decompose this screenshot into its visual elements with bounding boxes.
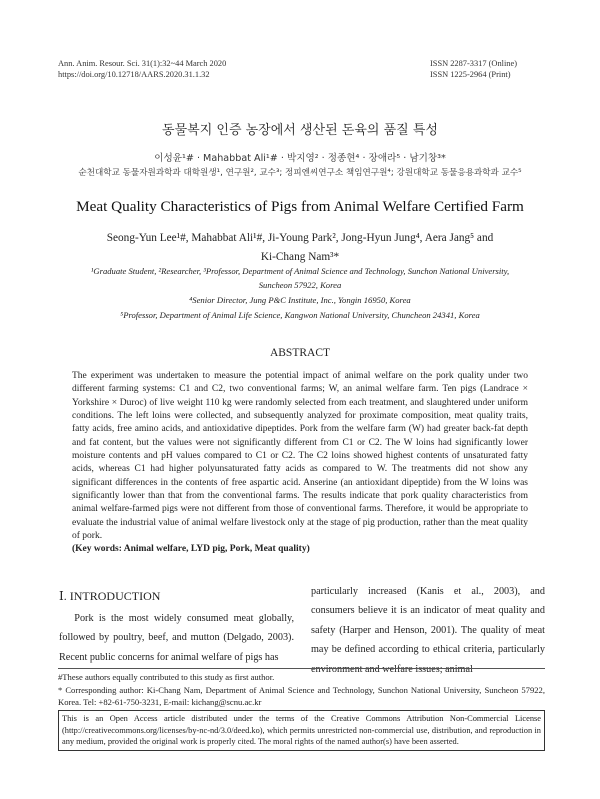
english-authors [60, 229, 540, 267]
section-heading-introduction: Ⅰ. INTRODUCTION [59, 589, 161, 603]
authors-line-2: Ki-Chang Nam³* [260, 251, 340, 263]
journal-citation [58, 59, 226, 80]
intro-right-column: particularly increased (Kanis et al., 2003), and consumers believe it is an indicator of meat quality and safety (Harper and Henson, 2001). The quality of meat may be defined according to ethical criteria, particularly environment and welfare issues; animal [311, 586, 545, 675]
abstract-body [72, 370, 528, 557]
license-box: This is an Open Access article distributed under the terms of the Creative Commons Attribution Non-Commercial License (http://creativecommons.org/licenses/by-nc-nd/3.0/deed.ko), which permits unrestricted non-commercial use, distribution, and reproduction in any medium, provided the original work is properly cited. The moral rights of the named author(s) have been asserted. [58, 710, 545, 751]
keywords: (Key words: Animal welfare, LYD pig, Pork, Meat quality) [72, 544, 310, 555]
korean-authors: 이성윤¹# · Mahabbat Ali¹# · 박지영² · 정종현⁴ · 장애라⁵ · 남기창³* [154, 153, 446, 164]
affiliation-3: ⁵Professor, Department of Animal Life Science, Kangwon National University, Chuncheon 24341, Korea [120, 310, 480, 320]
issn-block [430, 59, 517, 80]
affiliation-1-location: Suncheon 57922, Korea [258, 280, 342, 290]
corresponding-author-note: * Corresponding author: Ki-Chang Nam, Department of Animal Science and Technology, Sunchon National University, Suncheon 57922, Korea. Tel: +82-61-750-3231, E-mail: kichang@scnu.ac.kr [58, 684, 545, 707]
intro-left-column: Pork is the most widely consumed meat globally, followed by poultry, beef, and mutton (Delgado, 2003). Recent public concerns for animal welfare of pigs has [59, 613, 294, 663]
authors-line-1: Seong-Yun Lee¹#, Mahabbat Ali¹#, Ji-Young Park², Jong-Hyun Jung⁴, Aera Jang⁵ and [106, 232, 494, 244]
doi-link[interactable]: https://doi.org/10.12718/AARS.2020.31.1.32 [58, 69, 210, 79]
journal-info: Ann. Anim. Resour. Sci. 31(1):32~44 March 2020 [58, 59, 227, 68]
equal-contribution-note: #These authors equally contributed to this study as first author. [58, 672, 275, 682]
issn-print: ISSN 1225-2964 (Print) [430, 69, 511, 79]
footnotes [58, 671, 545, 709]
korean-title: 동물복지 인증 농장에서 생산된 돈육의 품질 특성 [162, 123, 438, 138]
abstract-text: The experiment was undertaken to measure the potential impact of animal welfare on the pork quality under two different farming systems: C1 and C2, two conventional farms; W, an animal welfare farm. Ten pigs (Landrace × Yorkshire × Duroc) of live weight 110 kg were randomly selected from each treatment, and slaughtered under uniform conditions. The left loins were collected, and subsequently analyzed for proximate composition, meat quality traits, fatty acids, free amino acids, and antioxidative dipeptides. Pork from the welfare farm (W) had greater back-fat depth and fat content, but the values were not significantly different from C1 or C2. The W loins had significantly lower moisture contents and pH values compared to C1 or C2. The C2 loins showed highest contents of unsaturated fatty acids, whereas C1 had higher polyunsaturated fatty acids as compared to W. The treatments did not show any significant differences in the contents of free aspartic acid. Anserine (an antioxidant dipeptide) from the W loins was significantly lower than that from the conventional farms. The results indicate that pork quality characteristics from animal welfare-farmed pigs were not different from those of conventional farms. Therefore, it would be appropriate to evaluate the industrial value of animal welfare livestock only at the stage of pig production, rather than the meat quality of pork. [72, 371, 528, 541]
affiliation-1: ¹Graduate Student, ²Researcher, ³Professor, Department of Animal Science and Technology, Sunchon National University, [90, 266, 510, 276]
affiliation-2: ⁴Senior Director, Jung P&C Institute, Inc., Yongin 16950, Korea [189, 295, 411, 305]
korean-affiliations: 순천대학교 동물자원과학과 대학원생¹, 연구원², 교수³; 정피엔씨연구소 책임연구원⁴; 강원대학교 동물응용과학과 교수⁵ [78, 168, 522, 178]
issn-online: ISSN 2287-3317 (Online) [430, 59, 518, 68]
footnote-divider [58, 668, 545, 669]
abstract-heading: ABSTRACT [269, 347, 331, 359]
english-title: Meat Quality Characteristics of Pigs from Animal Welfare Certified Farm [76, 198, 524, 215]
